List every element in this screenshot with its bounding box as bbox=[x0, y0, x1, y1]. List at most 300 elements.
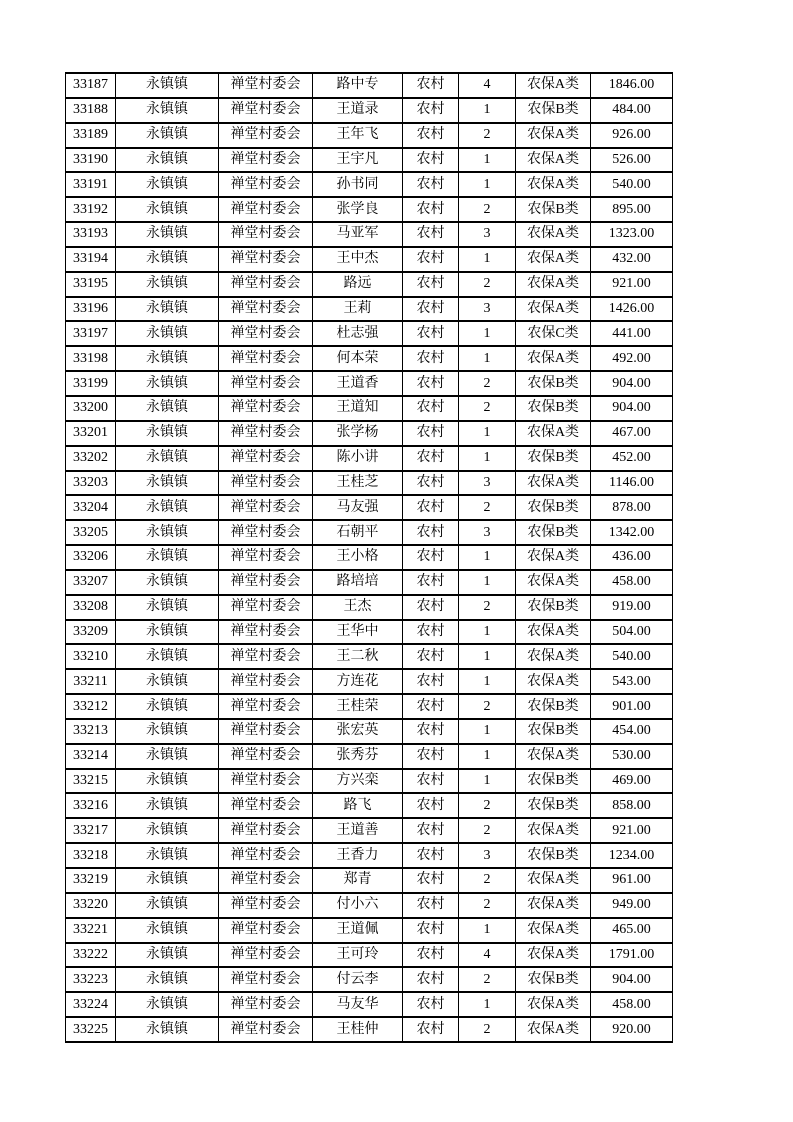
person-id-cell: 33195 bbox=[66, 272, 116, 297]
residence-type-cell: 农村 bbox=[403, 98, 459, 123]
subsidy-amount-cell: 452.00 bbox=[591, 446, 673, 471]
subsidy-amount-cell: 1426.00 bbox=[591, 297, 673, 322]
insurance-category-cell: 农保A类 bbox=[516, 148, 591, 173]
town-cell: 永镇镇 bbox=[116, 893, 219, 918]
village-committee-cell: 禅堂村委会 bbox=[219, 222, 313, 247]
village-committee-cell: 禅堂村委会 bbox=[219, 868, 313, 893]
town-cell: 永镇镇 bbox=[116, 321, 219, 346]
person-name-cell: 付云李 bbox=[313, 967, 403, 992]
subsidy-amount-cell: 540.00 bbox=[591, 644, 673, 669]
person-id-cell: 33218 bbox=[66, 843, 116, 868]
residence-type-cell: 农村 bbox=[403, 595, 459, 620]
household-count-cell: 1 bbox=[459, 247, 516, 272]
village-committee-cell: 禅堂村委会 bbox=[219, 992, 313, 1017]
person-id-cell: 33199 bbox=[66, 371, 116, 396]
town-cell: 永镇镇 bbox=[116, 843, 219, 868]
village-committee-cell: 禅堂村委会 bbox=[219, 148, 313, 173]
residence-type-cell: 农村 bbox=[403, 719, 459, 744]
household-count-cell: 3 bbox=[459, 843, 516, 868]
person-name-cell: 王宇凡 bbox=[313, 148, 403, 173]
household-count-cell: 1 bbox=[459, 719, 516, 744]
insurance-category-cell: 农保A类 bbox=[516, 421, 591, 446]
subsidy-amount-cell: 543.00 bbox=[591, 669, 673, 694]
person-id-cell: 33223 bbox=[66, 967, 116, 992]
village-committee-cell: 禅堂村委会 bbox=[219, 272, 313, 297]
residence-type-cell: 农村 bbox=[403, 694, 459, 719]
town-cell: 永镇镇 bbox=[116, 421, 219, 446]
town-cell: 永镇镇 bbox=[116, 694, 219, 719]
insurance-category-cell: 农保A类 bbox=[516, 669, 591, 694]
subsidy-amount-cell: 458.00 bbox=[591, 570, 673, 595]
residence-type-cell: 农村 bbox=[403, 396, 459, 421]
village-committee-cell: 禅堂村委会 bbox=[219, 694, 313, 719]
residence-type-cell: 农村 bbox=[403, 644, 459, 669]
household-count-cell: 1 bbox=[459, 148, 516, 173]
village-committee-cell: 禅堂村委会 bbox=[219, 197, 313, 222]
person-name-cell: 张学良 bbox=[313, 197, 403, 222]
subsidy-amount-cell: 1146.00 bbox=[591, 471, 673, 496]
person-id-cell: 33191 bbox=[66, 172, 116, 197]
person-id-cell: 33192 bbox=[66, 197, 116, 222]
person-name-cell: 王杰 bbox=[313, 595, 403, 620]
person-name-cell: 路培培 bbox=[313, 570, 403, 595]
insurance-category-cell: 农保A类 bbox=[516, 123, 591, 148]
subsidy-amount-cell: 904.00 bbox=[591, 371, 673, 396]
subsidy-amount-cell: 949.00 bbox=[591, 893, 673, 918]
town-cell: 永镇镇 bbox=[116, 818, 219, 843]
table-row bbox=[66, 98, 673, 123]
village-committee-cell: 禅堂村委会 bbox=[219, 943, 313, 968]
table-row bbox=[66, 247, 673, 272]
town-cell: 永镇镇 bbox=[116, 396, 219, 421]
town-cell: 永镇镇 bbox=[116, 918, 219, 943]
household-count-cell: 4 bbox=[459, 943, 516, 968]
person-id-cell: 33214 bbox=[66, 744, 116, 769]
household-count-cell: 2 bbox=[459, 595, 516, 620]
household-count-cell: 1 bbox=[459, 172, 516, 197]
insurance-category-cell: 农保B类 bbox=[516, 793, 591, 818]
person-name-cell: 张宏英 bbox=[313, 719, 403, 744]
insurance-category-cell: 农保A类 bbox=[516, 247, 591, 272]
village-committee-cell: 禅堂村委会 bbox=[219, 918, 313, 943]
person-id-cell: 33210 bbox=[66, 644, 116, 669]
subsidy-amount-cell: 469.00 bbox=[591, 769, 673, 794]
household-count-cell: 1 bbox=[459, 346, 516, 371]
insurance-category-cell: 农保B类 bbox=[516, 446, 591, 471]
subsidy-amount-cell: 961.00 bbox=[591, 868, 673, 893]
village-committee-cell: 禅堂村委会 bbox=[219, 346, 313, 371]
village-committee-cell: 禅堂村委会 bbox=[219, 471, 313, 496]
residence-type-cell: 农村 bbox=[403, 943, 459, 968]
town-cell: 永镇镇 bbox=[116, 371, 219, 396]
person-id-cell: 33216 bbox=[66, 793, 116, 818]
subsidy-amount-cell: 504.00 bbox=[591, 620, 673, 645]
table-row bbox=[66, 669, 673, 694]
village-committee-cell: 禅堂村委会 bbox=[219, 893, 313, 918]
person-name-cell: 陈小讲 bbox=[313, 446, 403, 471]
residence-type-cell: 农村 bbox=[403, 446, 459, 471]
residence-type-cell: 农村 bbox=[403, 197, 459, 222]
subsidy-amount-cell: 895.00 bbox=[591, 197, 673, 222]
person-id-cell: 33196 bbox=[66, 297, 116, 322]
household-count-cell: 1 bbox=[459, 669, 516, 694]
table-row bbox=[66, 644, 673, 669]
subsidy-amount-cell: 454.00 bbox=[591, 719, 673, 744]
person-name-cell: 张学杨 bbox=[313, 421, 403, 446]
town-cell: 永镇镇 bbox=[116, 172, 219, 197]
person-id-cell: 33209 bbox=[66, 620, 116, 645]
insurance-category-cell: 农保B类 bbox=[516, 197, 591, 222]
town-cell: 永镇镇 bbox=[116, 471, 219, 496]
household-count-cell: 2 bbox=[459, 1017, 516, 1042]
residence-type-cell: 农村 bbox=[403, 172, 459, 197]
table-row bbox=[66, 967, 673, 992]
insurance-category-cell: 农保B类 bbox=[516, 967, 591, 992]
table-row bbox=[66, 222, 673, 247]
subsidy-amount-cell: 484.00 bbox=[591, 98, 673, 123]
household-count-cell: 1 bbox=[459, 644, 516, 669]
insurance-category-cell: 农保A类 bbox=[516, 992, 591, 1017]
table-row bbox=[66, 471, 673, 496]
village-committee-cell: 禅堂村委会 bbox=[219, 98, 313, 123]
insurance-category-cell: 农保A类 bbox=[516, 172, 591, 197]
insurance-category-cell: 农保B类 bbox=[516, 396, 591, 421]
subsidy-amount-cell: 901.00 bbox=[591, 694, 673, 719]
person-name-cell: 杜志强 bbox=[313, 321, 403, 346]
person-id-cell: 33225 bbox=[66, 1017, 116, 1042]
person-name-cell: 路中专 bbox=[313, 73, 403, 98]
insurance-category-cell: 农保A类 bbox=[516, 297, 591, 322]
person-id-cell: 33219 bbox=[66, 868, 116, 893]
insurance-category-cell: 农保A类 bbox=[516, 744, 591, 769]
residence-type-cell: 农村 bbox=[403, 346, 459, 371]
table-row bbox=[66, 73, 673, 98]
insurance-category-cell: 农保C类 bbox=[516, 321, 591, 346]
household-count-cell: 3 bbox=[459, 222, 516, 247]
village-committee-cell: 禅堂村委会 bbox=[219, 446, 313, 471]
table-row bbox=[66, 346, 673, 371]
town-cell: 永镇镇 bbox=[116, 868, 219, 893]
person-name-cell: 张秀芬 bbox=[313, 744, 403, 769]
table-row bbox=[66, 172, 673, 197]
table-row bbox=[66, 843, 673, 868]
residence-type-cell: 农村 bbox=[403, 918, 459, 943]
insurance-category-cell: 农保A类 bbox=[516, 943, 591, 968]
person-name-cell: 王桂仲 bbox=[313, 1017, 403, 1042]
insurance-category-cell: 农保B类 bbox=[516, 694, 591, 719]
insurance-category-cell: 农保B类 bbox=[516, 495, 591, 520]
town-cell: 永镇镇 bbox=[116, 793, 219, 818]
person-id-cell: 33220 bbox=[66, 893, 116, 918]
subsidy-amount-cell: 432.00 bbox=[591, 247, 673, 272]
residence-type-cell: 农村 bbox=[403, 545, 459, 570]
village-committee-cell: 禅堂村委会 bbox=[219, 669, 313, 694]
household-count-cell: 1 bbox=[459, 769, 516, 794]
town-cell: 永镇镇 bbox=[116, 495, 219, 520]
person-name-cell: 王道善 bbox=[313, 818, 403, 843]
person-id-cell: 33197 bbox=[66, 321, 116, 346]
person-id-cell: 33207 bbox=[66, 570, 116, 595]
town-cell: 永镇镇 bbox=[116, 197, 219, 222]
subsidy-amount-cell: 926.00 bbox=[591, 123, 673, 148]
table-row bbox=[66, 371, 673, 396]
subsidy-amount-cell: 904.00 bbox=[591, 967, 673, 992]
village-committee-cell: 禅堂村委会 bbox=[219, 123, 313, 148]
person-id-cell: 33189 bbox=[66, 123, 116, 148]
household-count-cell: 1 bbox=[459, 992, 516, 1017]
subsidy-amount-cell: 1234.00 bbox=[591, 843, 673, 868]
subsidy-amount-cell: 919.00 bbox=[591, 595, 673, 620]
household-count-cell: 1 bbox=[459, 446, 516, 471]
person-id-cell: 33204 bbox=[66, 495, 116, 520]
household-count-cell: 2 bbox=[459, 868, 516, 893]
subsidy-amount-cell: 1342.00 bbox=[591, 520, 673, 545]
village-committee-cell: 禅堂村委会 bbox=[219, 247, 313, 272]
person-name-cell: 王道香 bbox=[313, 371, 403, 396]
person-id-cell: 33198 bbox=[66, 346, 116, 371]
person-id-cell: 33200 bbox=[66, 396, 116, 421]
insurance-category-cell: 农保A类 bbox=[516, 73, 591, 98]
insurance-category-cell: 农保A类 bbox=[516, 818, 591, 843]
household-count-cell: 2 bbox=[459, 197, 516, 222]
person-name-cell: 郑青 bbox=[313, 868, 403, 893]
person-id-cell: 33213 bbox=[66, 719, 116, 744]
table-row bbox=[66, 918, 673, 943]
person-id-cell: 33208 bbox=[66, 595, 116, 620]
village-committee-cell: 禅堂村委会 bbox=[219, 73, 313, 98]
village-committee-cell: 禅堂村委会 bbox=[219, 371, 313, 396]
table-row bbox=[66, 495, 673, 520]
residence-type-cell: 农村 bbox=[403, 321, 459, 346]
table-row bbox=[66, 818, 673, 843]
subsidy-amount-cell: 540.00 bbox=[591, 172, 673, 197]
residence-type-cell: 农村 bbox=[403, 297, 459, 322]
residence-type-cell: 农村 bbox=[403, 620, 459, 645]
town-cell: 永镇镇 bbox=[116, 520, 219, 545]
subsidy-amount-cell: 858.00 bbox=[591, 793, 673, 818]
village-committee-cell: 禅堂村委会 bbox=[219, 769, 313, 794]
village-committee-cell: 禅堂村委会 bbox=[219, 644, 313, 669]
household-count-cell: 1 bbox=[459, 98, 516, 123]
village-committee-cell: 禅堂村委会 bbox=[219, 843, 313, 868]
town-cell: 永镇镇 bbox=[116, 967, 219, 992]
person-id-cell: 33212 bbox=[66, 694, 116, 719]
residence-type-cell: 农村 bbox=[403, 669, 459, 694]
subsidy-amount-cell: 465.00 bbox=[591, 918, 673, 943]
person-name-cell: 王道佩 bbox=[313, 918, 403, 943]
household-count-cell: 2 bbox=[459, 818, 516, 843]
household-count-cell: 2 bbox=[459, 967, 516, 992]
village-committee-cell: 禅堂村委会 bbox=[219, 570, 313, 595]
residence-type-cell: 农村 bbox=[403, 520, 459, 545]
village-committee-cell: 禅堂村委会 bbox=[219, 595, 313, 620]
person-name-cell: 王香力 bbox=[313, 843, 403, 868]
table-row bbox=[66, 570, 673, 595]
town-cell: 永镇镇 bbox=[116, 769, 219, 794]
household-count-cell: 1 bbox=[459, 620, 516, 645]
household-count-cell: 1 bbox=[459, 918, 516, 943]
subsidy-amount-cell: 1323.00 bbox=[591, 222, 673, 247]
household-count-cell: 2 bbox=[459, 694, 516, 719]
household-count-cell: 1 bbox=[459, 570, 516, 595]
person-name-cell: 王小格 bbox=[313, 545, 403, 570]
person-name-cell: 何本荣 bbox=[313, 346, 403, 371]
residence-type-cell: 农村 bbox=[403, 744, 459, 769]
insurance-category-cell: 农保A类 bbox=[516, 272, 591, 297]
residence-type-cell: 农村 bbox=[403, 818, 459, 843]
insurance-category-cell: 农保A类 bbox=[516, 644, 591, 669]
residence-type-cell: 农村 bbox=[403, 843, 459, 868]
person-id-cell: 33193 bbox=[66, 222, 116, 247]
town-cell: 永镇镇 bbox=[116, 1017, 219, 1042]
person-id-cell: 33215 bbox=[66, 769, 116, 794]
person-name-cell: 马友强 bbox=[313, 495, 403, 520]
table-row bbox=[66, 272, 673, 297]
residence-type-cell: 农村 bbox=[403, 967, 459, 992]
person-name-cell: 王二秋 bbox=[313, 644, 403, 669]
person-name-cell: 付小六 bbox=[313, 893, 403, 918]
insurance-category-cell: 农保A类 bbox=[516, 471, 591, 496]
residence-type-cell: 农村 bbox=[403, 868, 459, 893]
household-count-cell: 1 bbox=[459, 421, 516, 446]
residence-type-cell: 农村 bbox=[403, 570, 459, 595]
person-id-cell: 33224 bbox=[66, 992, 116, 1017]
insurance-category-cell: 农保A类 bbox=[516, 1017, 591, 1042]
town-cell: 永镇镇 bbox=[116, 297, 219, 322]
household-count-cell: 1 bbox=[459, 545, 516, 570]
subsidy-amount-cell: 921.00 bbox=[591, 818, 673, 843]
residence-type-cell: 农村 bbox=[403, 992, 459, 1017]
town-cell: 永镇镇 bbox=[116, 719, 219, 744]
table-row bbox=[66, 744, 673, 769]
village-committee-cell: 禅堂村委会 bbox=[219, 495, 313, 520]
table-row bbox=[66, 297, 673, 322]
insurance-category-cell: 农保A类 bbox=[516, 868, 591, 893]
village-committee-cell: 禅堂村委会 bbox=[219, 818, 313, 843]
subsidy-amount-cell: 436.00 bbox=[591, 545, 673, 570]
table-row bbox=[66, 992, 673, 1017]
household-count-cell: 3 bbox=[459, 471, 516, 496]
town-cell: 永镇镇 bbox=[116, 346, 219, 371]
person-id-cell: 33201 bbox=[66, 421, 116, 446]
person-name-cell: 王年飞 bbox=[313, 123, 403, 148]
subsidy-amount-cell: 920.00 bbox=[591, 1017, 673, 1042]
person-name-cell: 路远 bbox=[313, 272, 403, 297]
village-committee-cell: 禅堂村委会 bbox=[219, 297, 313, 322]
household-count-cell: 2 bbox=[459, 396, 516, 421]
household-count-cell: 2 bbox=[459, 272, 516, 297]
person-id-cell: 33188 bbox=[66, 98, 116, 123]
village-committee-cell: 禅堂村委会 bbox=[219, 321, 313, 346]
subsidy-amount-cell: 458.00 bbox=[591, 992, 673, 1017]
village-committee-cell: 禅堂村委会 bbox=[219, 545, 313, 570]
table-row bbox=[66, 123, 673, 148]
person-name-cell: 马亚军 bbox=[313, 222, 403, 247]
town-cell: 永镇镇 bbox=[116, 446, 219, 471]
town-cell: 永镇镇 bbox=[116, 943, 219, 968]
town-cell: 永镇镇 bbox=[116, 73, 219, 98]
village-committee-cell: 禅堂村委会 bbox=[219, 620, 313, 645]
town-cell: 永镇镇 bbox=[116, 595, 219, 620]
household-count-cell: 2 bbox=[459, 495, 516, 520]
subsidy-amount-cell: 904.00 bbox=[591, 396, 673, 421]
insurance-category-cell: 农保B类 bbox=[516, 520, 591, 545]
person-name-cell: 王莉 bbox=[313, 297, 403, 322]
person-name-cell: 王道录 bbox=[313, 98, 403, 123]
village-committee-cell: 禅堂村委会 bbox=[219, 793, 313, 818]
town-cell: 永镇镇 bbox=[116, 247, 219, 272]
town-cell: 永镇镇 bbox=[116, 123, 219, 148]
insurance-category-cell: 农保B类 bbox=[516, 98, 591, 123]
village-committee-cell: 禅堂村委会 bbox=[219, 520, 313, 545]
table-row bbox=[66, 595, 673, 620]
residence-type-cell: 农村 bbox=[403, 73, 459, 98]
table-row bbox=[66, 769, 673, 794]
town-cell: 永镇镇 bbox=[116, 669, 219, 694]
subsidy-amount-cell: 1846.00 bbox=[591, 73, 673, 98]
person-id-cell: 33190 bbox=[66, 148, 116, 173]
person-name-cell: 孙书同 bbox=[313, 172, 403, 197]
person-name-cell: 马友华 bbox=[313, 992, 403, 1017]
insurance-category-cell: 农保A类 bbox=[516, 346, 591, 371]
table-row bbox=[66, 868, 673, 893]
residence-type-cell: 农村 bbox=[403, 893, 459, 918]
town-cell: 永镇镇 bbox=[116, 98, 219, 123]
village-committee-cell: 禅堂村委会 bbox=[219, 396, 313, 421]
subsidy-amount-cell: 441.00 bbox=[591, 321, 673, 346]
insurance-category-cell: 农保A类 bbox=[516, 570, 591, 595]
person-id-cell: 33187 bbox=[66, 73, 116, 98]
person-name-cell: 王桂荣 bbox=[313, 694, 403, 719]
person-name-cell: 方连花 bbox=[313, 669, 403, 694]
person-name-cell: 王中杰 bbox=[313, 247, 403, 272]
residence-type-cell: 农村 bbox=[403, 247, 459, 272]
table-row bbox=[66, 694, 673, 719]
insurance-category-cell: 农保A类 bbox=[516, 545, 591, 570]
table-row bbox=[66, 943, 673, 968]
table-row bbox=[66, 620, 673, 645]
residence-type-cell: 农村 bbox=[403, 495, 459, 520]
person-id-cell: 33203 bbox=[66, 471, 116, 496]
table-row bbox=[66, 545, 673, 570]
table-row bbox=[66, 396, 673, 421]
subsidy-amount-cell: 526.00 bbox=[591, 148, 673, 173]
table-row bbox=[66, 719, 673, 744]
household-count-cell: 2 bbox=[459, 123, 516, 148]
person-id-cell: 33206 bbox=[66, 545, 116, 570]
town-cell: 永镇镇 bbox=[116, 545, 219, 570]
residence-type-cell: 农村 bbox=[403, 123, 459, 148]
residence-type-cell: 农村 bbox=[403, 793, 459, 818]
table-row bbox=[66, 793, 673, 818]
person-name-cell: 王可玲 bbox=[313, 943, 403, 968]
residence-type-cell: 农村 bbox=[403, 222, 459, 247]
village-committee-cell: 禅堂村委会 bbox=[219, 967, 313, 992]
insurance-category-cell: 农保A类 bbox=[516, 893, 591, 918]
town-cell: 永镇镇 bbox=[116, 272, 219, 297]
residence-type-cell: 农村 bbox=[403, 769, 459, 794]
town-cell: 永镇镇 bbox=[116, 570, 219, 595]
records-table bbox=[65, 72, 673, 1043]
household-count-cell: 2 bbox=[459, 371, 516, 396]
residence-type-cell: 农村 bbox=[403, 371, 459, 396]
household-count-cell: 3 bbox=[459, 297, 516, 322]
person-id-cell: 33222 bbox=[66, 943, 116, 968]
table-row bbox=[66, 446, 673, 471]
person-name-cell: 王道知 bbox=[313, 396, 403, 421]
town-cell: 永镇镇 bbox=[116, 148, 219, 173]
household-count-cell: 1 bbox=[459, 321, 516, 346]
